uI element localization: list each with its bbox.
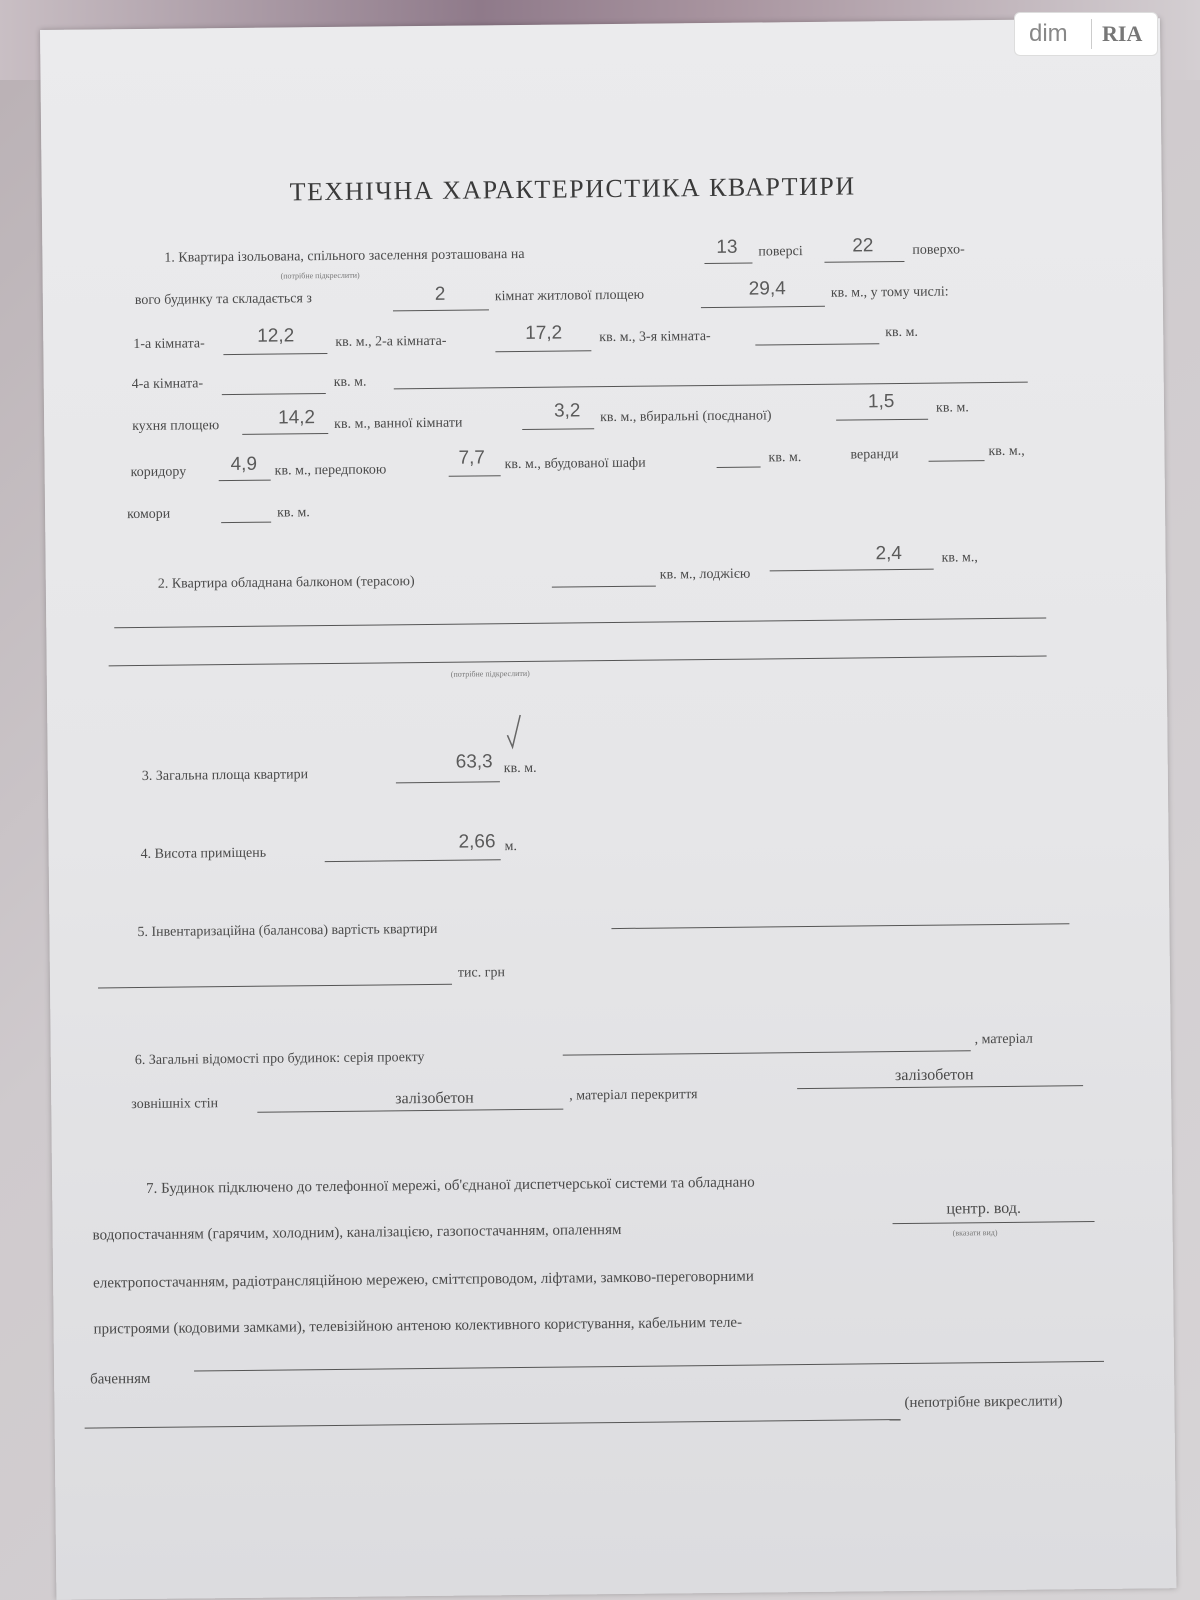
room4-label: 4-а кімната- [131,376,204,393]
closet-unit: кв. м. [768,450,802,466]
wc-value: 1,5 [867,391,895,413]
wc-unit: кв. м. [935,400,969,416]
heating-value: центр. вод. [946,1199,1022,1218]
total-area-value: 63,3 [455,751,493,773]
room1-value: 12,2 [257,325,295,347]
s4-unit: м. [504,839,518,855]
s5-label: 5. Інвентаризаційна (балансова) вартість квартири [137,921,438,941]
kitchen-value: 14,2 [277,407,316,429]
loggia-value: 2,4 [875,543,903,565]
veranda-label: веранди [850,447,899,463]
corridor-label: коридору [130,464,187,481]
cable-underline [194,1361,1104,1372]
s3-unit: кв. м. [503,760,537,777]
rooms-value: 2 [434,283,446,305]
walls-value: залізобетон [395,1089,474,1108]
s7-line2: водопостачанням (гарячим, холодним), каналізацією, газопостачанням, опаленням [92,1221,622,1244]
heating-note: (вказати вид) [952,1228,998,1238]
checkmark-icon [505,713,523,751]
s7-line1: 7. Будинок підключено до телефонної мережі, об'єднаної диспетчерської системи та обладнано [146,1174,755,1197]
floors-total-value: 22 [852,235,874,257]
project-series-underline [563,1050,971,1055]
document-page [40,18,1176,1600]
s7-note: (непотрібне викреслити) [904,1393,1063,1412]
loggia-underline [770,569,934,572]
s4-label: 4. Висота приміщень [140,845,267,862]
s1-line2: вого будинку та складається з [134,291,312,309]
bath-label: кв. м., ванної кімнати [334,415,463,432]
s1-living-label: кімнат житлової площею [494,287,645,305]
s2-footnote: (потрібне підкреслити) [450,668,530,679]
room4-extra-line [394,382,1028,390]
bath-value: 3,2 [553,400,581,422]
height-underline [325,859,501,862]
value-underline-1 [611,923,1069,929]
walls-label: зовнішніх стін [131,1096,219,1113]
floor-underline [704,263,752,265]
room4-underline [222,393,326,395]
room2-underline [495,350,591,352]
walls-underline [257,1109,563,1113]
value-underline-2 [98,984,452,989]
s2-unit2: кв. м., [941,550,978,566]
document-title: ТЕХНІЧНА ХАРАКТЕРИСТИКА КВАРТИРИ [289,171,856,207]
s6-label: 6. Загальні відомості про будинок: серія проекту [134,1050,425,1069]
wc-label: кв. м., вбиральні (поєднаної) [600,408,772,426]
closet-label: кв. м., вбудованої шафи [504,455,646,473]
floors-material-label: , матеріал перекриття [569,1087,698,1104]
s1-living-unit: кв. м., у тому числі: [830,284,949,301]
s1-footnote: (потрібне підкреслити) [280,270,360,281]
floor-value: 13 [716,236,738,258]
veranda-underline [929,460,985,462]
floors-total-underline [824,261,904,263]
watermark-ria: RIA [1102,21,1143,46]
hall-label: кв. м., передпокою [274,462,387,479]
s7-line3: електропостачанням, радіотрансляційною мережею, сміттєпроводом, ліфтами, замково-переговорними [93,1268,754,1292]
height-value: 2,66 [458,831,496,853]
wc-underline [836,419,928,421]
floors-material-underline [797,1085,1083,1089]
s2-unit1: кв. м., лоджією [659,566,751,583]
room3-underline [755,343,879,345]
bath-underline [522,428,594,430]
closet-underline [717,466,761,467]
total-area-underline [396,781,500,783]
s7-blank-line [85,1419,901,1429]
s2-label: 2. Квартира обладнана балконом (терасою) [157,574,415,592]
s1-floors-word: поверхо- [912,242,965,258]
hall-underline [449,475,501,477]
balcony-underline [552,586,656,588]
s3-label: 3. Загальна площа квартири [141,767,309,784]
kitchen-underline [242,433,328,435]
room1-underline [223,353,327,355]
room4-unit: кв. м. [333,374,367,390]
room2-value: 17,2 [525,322,563,344]
watermark-dim: dim [1029,20,1068,47]
s1-floor-word: поверсі [758,244,803,260]
room3-unit: кв. м. [885,324,919,341]
room2-label: кв. м., 2-а кімната- [335,333,447,350]
dimria-watermark [1014,12,1158,56]
s2-blank-line1 [114,617,1046,628]
s6-material-label: , матеріал [974,1031,1033,1048]
veranda-unit: кв. м., [988,443,1025,460]
floors-material-value: залізобетон [894,1066,974,1085]
rooms-underline [393,309,489,311]
room3-label: кв. м., 3-я кімната- [599,328,711,346]
s7-line4: пристроями (кодовими замками), телевізійною антеною колективного користування, кабельним теле- [93,1314,743,1338]
living-area-value: 29,4 [748,278,786,300]
s1-line1: 1. Квартира ізольована, спільного заселення розташована на [164,246,525,266]
corridor-value: 4,9 [230,453,258,476]
pantry-underline [221,522,271,524]
pantry-label: комори [127,506,171,523]
pantry-unit: кв. м. [276,505,310,521]
corridor-underline [219,480,271,482]
heating-underline [893,1221,1095,1224]
s5-unit: тис. грн [457,965,506,981]
living-area-underline [701,306,825,308]
kitchen-label: кухня площею [132,418,220,435]
hall-value: 7,7 [458,447,486,469]
room1-label: 1-а кімната- [133,336,205,353]
s2-blank-line2 [109,655,1047,666]
s7-line5: баченням [90,1370,151,1388]
